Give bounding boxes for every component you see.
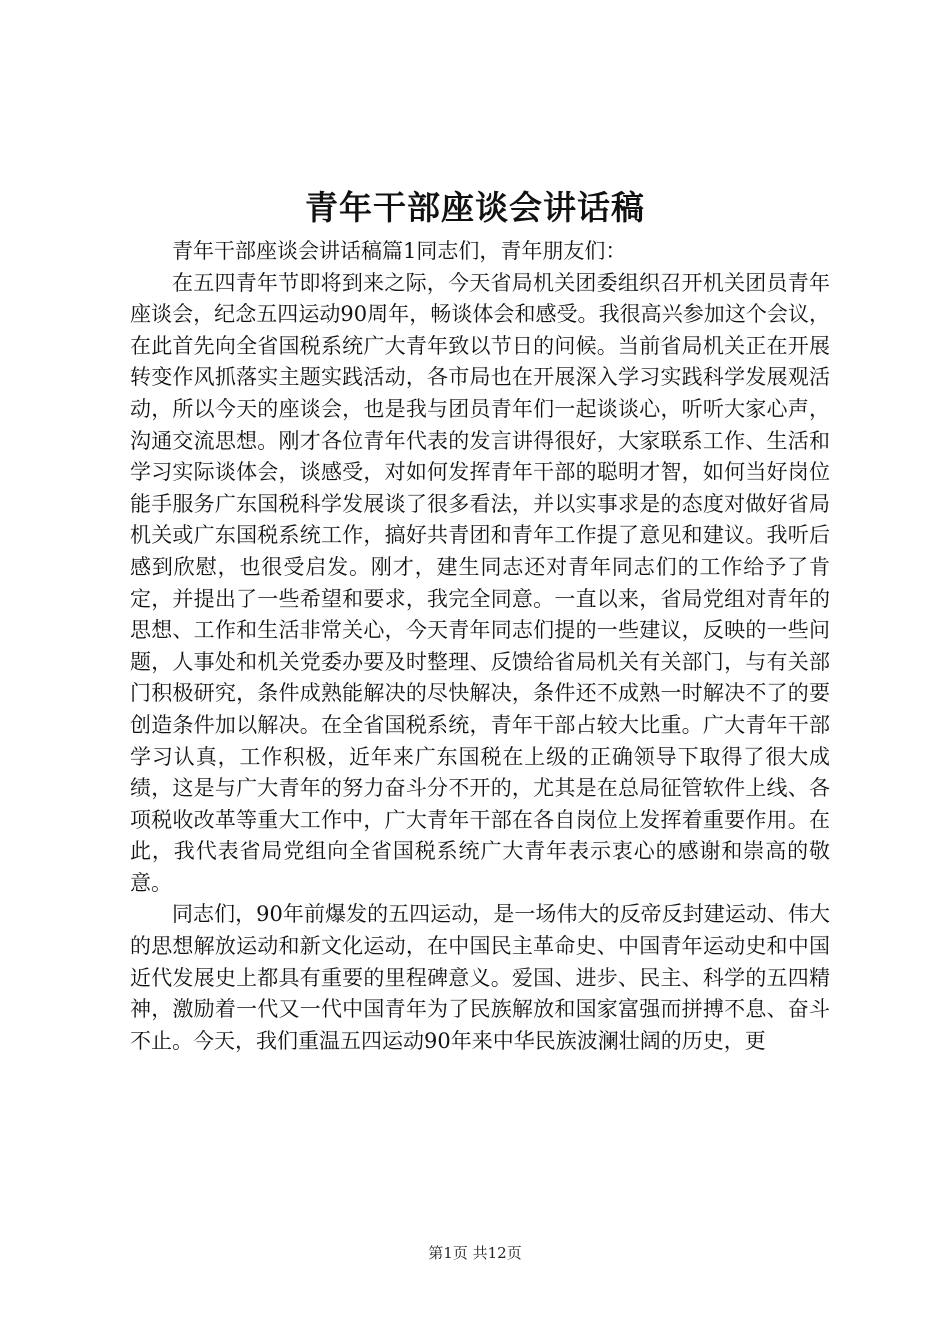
paragraph-history: 同志们，90年前爆发的五四运动，是一场伟大的反帝反封建运动、伟大的思想解放运动和新文化运动，在中国民主革命史、中国青年运动史和中国近代发展史上都具有重要的里程碑意义。爱国、进步、民主、科学的五四精神，激励着一代又一代中国青年为了民族解放和国家富强而拼搏不息、奋斗不止。今天，我们重温五四运动90年来中华民族波澜壮阔的历史，更 (130, 902, 830, 1053)
paragraph-opening: 青年干部座谈会讲话稿篇1同志们，青年朋友们： (172, 239, 627, 263)
page-number-footer: 第1页 共12页 (428, 1244, 522, 1262)
paragraph-main: 在五四青年节即将到来之际，今天省局机关团委组织召开机关团员青年座谈会，纪念五四运动90周年，畅谈体会和感受。我很高兴参加这个会议，在此首先向全省国税系统广大青年致以节日的问候。当前省局机关正在开展转变作风抓落实主题实践活动，各市局也在开展深入学习实践科学发展观活动，所以今天的座谈会，也是我与团员青年们一起谈谈心，听听大家心声，沟通交流思想。刚才各位青年代表的发言讲得很好，大家联系工作、生活和学习实际谈体会，谈感受，对如何发挥青年干部的聪明才智，如何当好岗位能手服务广东国税科学发展谈了很多看法，并以实事求是的态度对做好省局机关或广东国税系统工作，搞好共青团和青年工作提了意见和建议。我听后感到欣慰，也很受启发。刚才，建生同志还对青年同志们的工作给予了肯定，并提出了一些希望和要求，我完全同意。一直以来，省局党组对青年的思想、工作和生活非常关心，今天青年同志们提的一些建议，反映的一些问题，人事处和机关党委办要及时整理、反馈给省局机关有关部门，与有关部门积极研究，条件成熟能解决的尽快解决，条件还不成熟一时解决不了的要创造条件加以解决。在全省国税系统，青年干部占较大比重。广大青年干部学习认真，工作积极，近年来广东国税在上级的正确领导下取得了很大成绩，这是与广大青年的努力奋斗分不开的，尤其是在总局征管软件上线、各项税收改革等重大工作中，广大青年干部在各自岗位上发挥着重要作用。在此，我代表省局党组向全省国税系统广大青年表示衷心的感谢和崇高的敬意。 (130, 270, 830, 895)
document-body (130, 236, 830, 1057)
document-title: 青年干部座谈会讲话稿 (305, 188, 645, 227)
